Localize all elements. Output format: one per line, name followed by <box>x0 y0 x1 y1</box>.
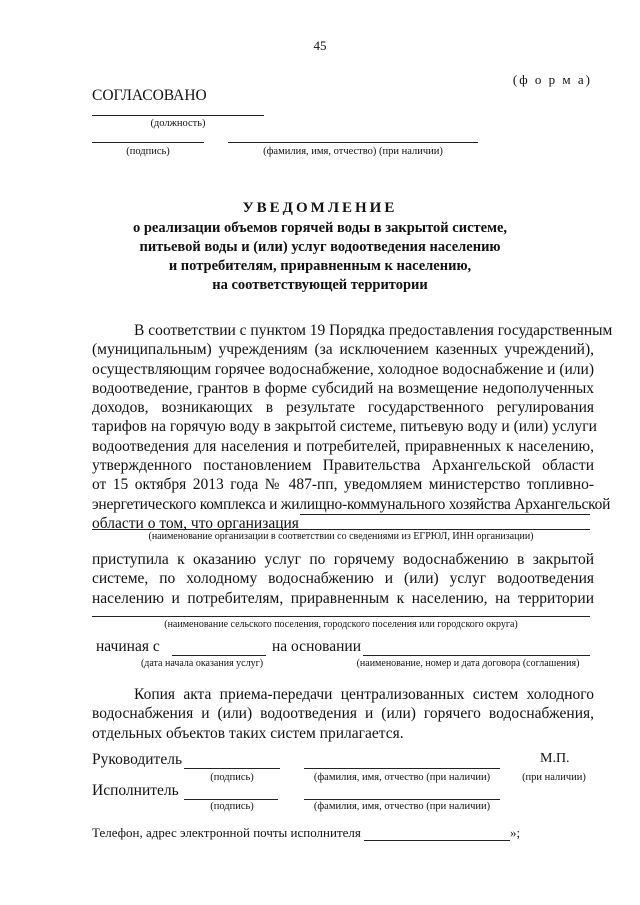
name-caption: (фамилия, имя, отчество) (при наличии) <box>263 146 443 157</box>
subtitle-line: питьевой воды и (или) услуг водоотведения населению <box>139 239 501 255</box>
paragraph-line: тарифов на горячую воду в закрытой системе, питьевую воду и (или) услуги <box>92 418 597 436</box>
paragraph-line: Копия акта приема-передачи централизованных систем холодного <box>134 686 594 703</box>
organization-line[interactable] <box>300 514 590 515</box>
organization-line-2[interactable] <box>92 529 590 530</box>
head-name-line[interactable] <box>304 768 500 769</box>
contact-suffix: »; <box>510 825 521 840</box>
subtitle-line: и потребителям, приравненным к населению, <box>168 258 472 274</box>
start-date-caption: (дата начала оказания услуг) <box>140 658 264 669</box>
paragraph-1 <box>92 321 613 533</box>
paragraph-line: водоотведение, грантов в форме субсидий на возмещение недополученных <box>92 379 594 397</box>
paragraph-line: утвержденного постановлением Правительства Архангельской области <box>92 457 594 475</box>
basis-label: на основании <box>272 638 361 655</box>
name-line[interactable] <box>228 142 478 143</box>
paragraph-line: приступила к оказанию услуг по горячему водоснабжению в закрытой <box>92 551 594 568</box>
paragraph-3 <box>92 685 594 743</box>
territory-line[interactable] <box>92 616 590 617</box>
paragraph-line: от 15 октября 2013 года № 487-пп, уведомляем министерство топливно- <box>92 476 594 494</box>
form-mark: (ф о р м а) <box>512 72 592 87</box>
head-name-caption: (фамилия, имя, отчество (при наличии) <box>313 772 491 783</box>
paragraph-line: водоснабжения и (или) водоотведения и (или) горячего водоснабжения, <box>92 705 594 723</box>
subtitle-line: на соответствующей территории <box>212 277 428 293</box>
position-line[interactable] <box>92 115 264 116</box>
paragraph-line: осуществляющим горячее водоснабжение, холодное водоснабжение и (или) <box>92 360 594 378</box>
paragraph-line: отдельных объектов таких систем прилагается. <box>92 724 404 742</box>
notice-title: УВЕДОМЛЕНИЕ <box>242 200 398 216</box>
page-number: 45 <box>313 38 327 53</box>
paragraph-line: В соответствии с пунктом 19 Порядка предоставления государственным <box>134 322 613 339</box>
executor-signature-line[interactable] <box>184 799 278 800</box>
agreed-title: СОГЛАСОВАНО <box>92 87 207 104</box>
start-prefix: начиная с <box>96 638 160 655</box>
territory-caption: (наименование сельского поселения, городского поселения или городского округа) <box>164 619 518 630</box>
notice-subtitle <box>0 219 640 295</box>
contact-line[interactable] <box>364 840 510 841</box>
executor-label: Исполнитель <box>92 782 179 799</box>
paragraph-line: доходов, возникающих в результате государственного регулирования <box>92 399 594 417</box>
position-caption: (должность) <box>150 118 206 129</box>
head-signature-line[interactable] <box>184 768 280 769</box>
contract-caption: (наименование, номер и дата договора (соглашения) <box>356 658 580 669</box>
paragraph-line: (муниципальным) учреждениям (за исключением казенных учреждений), <box>92 341 594 359</box>
paragraph-line: энергетического комплекса и жилищно-коммунального хозяйства Архангельской <box>92 495 611 513</box>
executor-name-caption: (фамилия, имя, отчество (при наличии) <box>313 801 491 812</box>
executor-signature-caption: (подпись) <box>210 801 254 812</box>
head-signature-caption: (подпись) <box>210 772 254 783</box>
head-label: Руководитель <box>92 751 183 768</box>
contact-label: Телефон, адрес электронной почты исполнителя <box>92 825 361 840</box>
paragraph-2 <box>92 550 594 608</box>
paragraph-line: области о том, что организация <box>92 514 299 532</box>
seal-caption: (при наличии) <box>522 772 586 783</box>
paragraph-line: водоотведения для населения и потребителей, приравненных к населению, <box>92 437 594 455</box>
paragraph-line: системе, по холодному водоснабжению и (или) услуг водоотведения <box>92 570 594 588</box>
start-date-line[interactable] <box>172 655 266 656</box>
signature-caption: (подпись) <box>126 146 170 157</box>
organization-caption: (наименование организации в соответствии со сведениями из ЕГРЮЛ, ИНН организации) <box>148 531 534 542</box>
signature-line[interactable] <box>92 142 204 143</box>
contract-line[interactable] <box>363 655 590 656</box>
subtitle-line: о реализации объемов горячей воды в закрытой системе, <box>132 220 508 236</box>
paragraph-line: населению и потребителям, приравненным к населению, на территории <box>92 589 594 607</box>
seal-label: М.П. <box>540 751 570 766</box>
executor-name-line[interactable] <box>304 799 500 800</box>
